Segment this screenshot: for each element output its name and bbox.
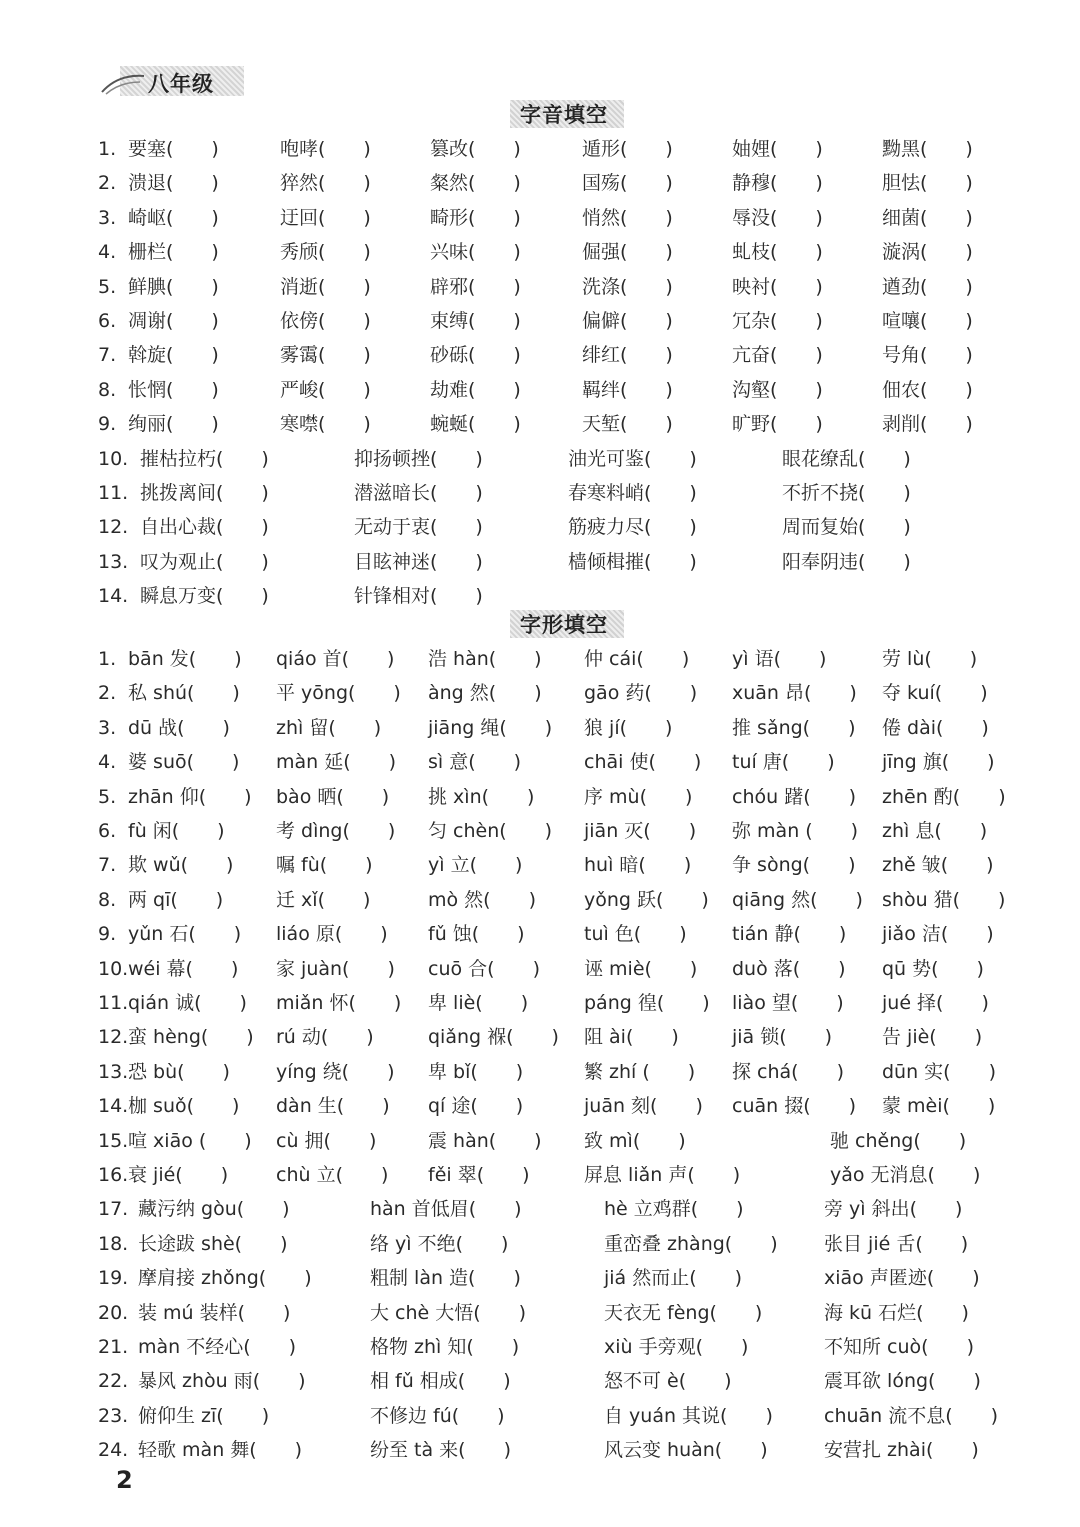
question-number: 6.: [98, 820, 117, 842]
question-item[interactable]: 倦 dài( ): [882, 716, 989, 739]
question-item[interactable]: bào 晒( ): [276, 785, 390, 808]
question-number: 15.: [98, 1129, 129, 1152]
question-number: 14.: [98, 585, 129, 608]
question-item[interactable]: jiā 锁( ): [732, 1026, 833, 1049]
question-item[interactable]: 瞬息万变( ): [140, 585, 269, 608]
question-item[interactable]: 无动于衷( ): [354, 516, 483, 539]
question-item[interactable]: 阳奉阴违( ): [782, 550, 911, 573]
question-number: 11.: [98, 992, 129, 1014]
question-item[interactable]: mò 然( ): [428, 888, 536, 911]
question-item[interactable]: jiá 然而止( ): [604, 1267, 743, 1290]
question-item[interactable]: 摧枯拉朽( ): [140, 447, 269, 470]
question-item[interactable]: qí 途( ): [428, 1095, 524, 1118]
question-item[interactable]: 相 fǔ 相成( ): [370, 1370, 511, 1393]
question-item[interactable]: bān 发( ): [128, 648, 242, 670]
question-item[interactable]: 震 hàn( ): [428, 1129, 542, 1152]
question-number: 13.: [98, 1060, 129, 1083]
question-item[interactable]: 家 juàn( ): [276, 957, 395, 980]
question-number: 3.: [98, 716, 117, 739]
question-item[interactable]: zhì 息( ): [882, 820, 988, 842]
question-item[interactable]: 沟壑( ): [732, 378, 823, 401]
question-item[interactable]: 遒劲( ): [882, 275, 973, 298]
question-item[interactable]: 枷 suǒ( ): [128, 1095, 240, 1118]
question-item[interactable]: 号角( ): [882, 344, 973, 367]
question-number: 11.: [98, 482, 129, 504]
question-item[interactable]: 羁绊( ): [582, 378, 673, 401]
question-item[interactable]: 怅惘( ): [128, 378, 219, 401]
question-item[interactable]: yǎo 无消息( ): [830, 1164, 981, 1186]
question-item[interactable]: 格物 zhì 知( ): [370, 1336, 520, 1358]
question-number: 9.: [98, 413, 117, 436]
question-item[interactable]: 寒噤( ): [280, 413, 371, 436]
question-item[interactable]: 长途跋 shè( ): [138, 1232, 288, 1255]
question-item[interactable]: 油光可鉴( ): [568, 447, 697, 470]
question-item[interactable]: chāi 使( ): [584, 751, 702, 774]
question-item[interactable]: yì 语( ): [732, 648, 827, 670]
question-item[interactable]: 雾霭( ): [280, 344, 371, 367]
question-item[interactable]: 怒不可 è( ): [604, 1370, 732, 1393]
question-item[interactable]: 自出心裁( ): [140, 516, 269, 539]
question-item[interactable]: 不知所 cuò( ): [824, 1336, 974, 1358]
question-item[interactable]: 致 mì( ): [584, 1129, 686, 1152]
question-item[interactable]: 遁形( ): [582, 138, 673, 160]
question-item[interactable]: zhān 仰( ): [128, 785, 252, 808]
question-item[interactable]: 粲然( ): [430, 172, 521, 195]
question-item[interactable]: 叹为观止( ): [140, 550, 269, 573]
question-item[interactable]: 猝然( ): [280, 172, 371, 195]
question-item[interactable]: àng 然( ): [428, 682, 542, 705]
question-item[interactable]: 诬 miè( ): [584, 957, 698, 980]
question-item[interactable]: 绚丽( ): [128, 413, 219, 436]
question-item[interactable]: 两 qī( ): [128, 888, 224, 911]
question-number: 4.: [98, 751, 117, 774]
question-number: 8.: [98, 378, 117, 401]
question-item[interactable]: 目眩神迷( ): [354, 550, 483, 573]
question-item[interactable]: 虬枝( ): [732, 241, 823, 264]
question-item[interactable]: 佃农( ): [882, 378, 973, 401]
question-item[interactable]: duò 落( ): [732, 957, 846, 980]
question-item[interactable]: 国殇( ): [582, 172, 673, 195]
question-item[interactable]: 考 dìng( ): [276, 820, 396, 842]
question-item[interactable]: 要塞( ): [128, 138, 219, 160]
question-number: 14.: [98, 1095, 129, 1118]
question-item[interactable]: 繁 zhí ( ): [584, 1060, 696, 1083]
question-item[interactable]: hè 立鸡群( ): [604, 1198, 744, 1221]
question-number: 18.: [98, 1232, 129, 1255]
question-item[interactable]: 浩 hàn( ): [428, 648, 542, 670]
question-item[interactable]: màn 延( ): [276, 751, 397, 774]
question-item[interactable]: 安营扎 zhài( ): [824, 1439, 979, 1462]
question-number: 4.: [98, 241, 117, 264]
question-number: 21.: [98, 1336, 129, 1358]
question-number: 7.: [98, 344, 117, 367]
question-item[interactable]: 针锋相对( ): [354, 585, 483, 608]
question-item[interactable]: 狼 jí( ): [584, 716, 673, 739]
question-item[interactable]: 序 mù( ): [584, 785, 693, 808]
question-item[interactable]: yǔn 石( ): [128, 923, 242, 946]
question-item[interactable]: 卑 bǐ( ): [428, 1060, 524, 1083]
question-number: 1.: [98, 138, 117, 160]
question-number: 24.: [98, 1439, 129, 1462]
question-item[interactable]: 旷野( ): [732, 413, 823, 436]
question-item[interactable]: 溃退( ): [128, 172, 219, 195]
section-title-text: 字音填空: [520, 103, 608, 127]
question-item[interactable]: 推 sǎng( ): [732, 716, 856, 739]
question-item[interactable]: 栅栏( ): [128, 241, 219, 264]
question-item[interactable]: cù 拥( ): [276, 1129, 377, 1152]
question-item[interactable]: xuān 昂( ): [732, 682, 857, 705]
question-item[interactable]: huì 暗( ): [584, 854, 692, 877]
question-item[interactable]: 蜿蜒( ): [430, 413, 521, 436]
question-item[interactable]: 剥削( ): [882, 413, 973, 436]
section-title-char: [0, 606, 1080, 640]
question-item[interactable]: wéi 幕( ): [128, 957, 239, 980]
question-item[interactable]: shòu 猎( ): [882, 888, 1006, 911]
question-item[interactable]: 屏息 liǎn 声( ): [584, 1164, 741, 1186]
question-number: 13.: [98, 550, 129, 573]
question-item[interactable]: 映衬( ): [732, 275, 823, 298]
question-item[interactable]: 婆 suō( ): [128, 751, 240, 774]
question-item[interactable]: qián 诚( ): [128, 992, 247, 1014]
question-number: 12.: [98, 516, 129, 539]
question-item[interactable]: 蒙 mèi( ): [882, 1095, 996, 1118]
question-item[interactable]: 辱没( ): [732, 206, 823, 229]
question-number: 5.: [98, 785, 117, 808]
question-item[interactable]: 海 kū 石烂( ): [824, 1301, 969, 1324]
question-item[interactable]: 筋疲力尽( ): [568, 516, 697, 539]
question-item[interactable]: 兴味( ): [430, 241, 521, 264]
question-item[interactable]: 粗制 làn 造( ): [370, 1267, 521, 1290]
question-item[interactable]: 风云变 huàn( ): [604, 1439, 768, 1462]
question-item[interactable]: 崎岖( ): [128, 206, 219, 229]
question-item[interactable]: 秀颀( ): [280, 241, 371, 264]
question-item[interactable]: 春寒料峭( ): [568, 482, 697, 504]
question-item[interactable]: 细菌( ): [882, 206, 973, 229]
question-item[interactable]: chuān 流不息( ): [824, 1404, 999, 1427]
question-item[interactable]: 驰 chěng( ): [830, 1129, 967, 1152]
question-item[interactable]: gāo 药( ): [584, 682, 698, 705]
question-item[interactable]: 俯仰生 zī( ): [138, 1404, 270, 1427]
question-number: 22.: [98, 1370, 129, 1393]
question-item[interactable]: 潜滋暗长( ): [354, 482, 483, 504]
question-item[interactable]: 劳 lù( ): [882, 648, 978, 670]
question-item[interactable]: 漩涡( ): [882, 241, 973, 264]
question-number: 10.: [98, 957, 129, 980]
question-item[interactable]: 悄然( ): [582, 206, 673, 229]
question-item[interactable]: 弥 màn ( ): [732, 820, 859, 842]
question-item[interactable]: tián 静( ): [732, 923, 847, 946]
swoosh-icon: [100, 70, 150, 96]
question-item[interactable]: 平 yōng( ): [276, 682, 401, 705]
question-item[interactable]: 天堑( ): [582, 413, 673, 436]
question-number: 16.: [98, 1164, 129, 1186]
question-item[interactable]: 张目 jié 舌( ): [824, 1232, 969, 1255]
question-item[interactable]: jiǎo 洁( ): [882, 923, 994, 946]
question-item[interactable]: 篡改( ): [430, 138, 521, 160]
question-item[interactable]: fěi 翠( ): [428, 1164, 530, 1186]
question-item[interactable]: 嘱 fù( ): [276, 854, 373, 877]
question-number: 17.: [98, 1198, 129, 1221]
question-item[interactable]: dàn 生( ): [276, 1095, 390, 1118]
question-number: 2.: [98, 172, 117, 195]
question-item[interactable]: 妯娌( ): [732, 138, 823, 160]
question-item[interactable]: 喧嚷( ): [882, 310, 973, 332]
question-item[interactable]: 依傍( ): [280, 310, 371, 332]
question-item[interactable]: 摩肩接 zhǒng( ): [138, 1267, 312, 1290]
question-item[interactable]: 辟邪( ): [430, 275, 521, 298]
grade-label: 八年级: [148, 72, 214, 96]
page-number: 2: [116, 1466, 133, 1494]
question-number: 8.: [98, 888, 117, 911]
question-item[interactable]: rú 动( ): [276, 1026, 374, 1049]
question-item[interactable]: 鲜腆( ): [128, 275, 219, 298]
question-item[interactable]: 砂砾( ): [430, 344, 521, 367]
question-item[interactable]: 匀 chèn( ): [428, 820, 553, 842]
question-item[interactable]: jīng 旗( ): [882, 751, 995, 774]
question-item[interactable]: 络 yì 不绝( ): [370, 1232, 509, 1255]
question-item[interactable]: 恐 bù( ): [128, 1060, 230, 1083]
question-item[interactable]: 偏僻( ): [582, 310, 673, 332]
question-item[interactable]: jiāng 绳( ): [428, 716, 553, 739]
question-item[interactable]: 亢奋( ): [732, 344, 823, 367]
question-item[interactable]: 劫难( ): [430, 378, 521, 401]
question-item[interactable]: 凋谢( ): [128, 310, 219, 332]
question-item[interactable]: qiáo 首( ): [276, 648, 395, 670]
question-item[interactable]: 私 shú( ): [128, 682, 240, 705]
question-item[interactable]: 衰 jié( ): [128, 1164, 229, 1186]
question-item[interactable]: jiān 灭( ): [584, 820, 697, 842]
section-title-pron: [0, 96, 1080, 130]
question-item[interactable]: 束缚( ): [430, 310, 521, 332]
question-item[interactable]: chù 立( ): [276, 1164, 389, 1186]
question-item[interactable]: 静穆( ): [732, 172, 823, 195]
question-item[interactable]: 倔强( ): [582, 241, 673, 264]
question-item[interactable]: cuān 掇( ): [732, 1095, 857, 1118]
question-number: 1.: [98, 648, 117, 670]
question-item[interactable]: 洗涤( ): [582, 275, 673, 298]
question-item[interactable]: sì 意( ): [428, 751, 522, 774]
question-item[interactable]: 轻歌 màn 舞( ): [138, 1439, 303, 1462]
question-item[interactable]: yíng 绕( ): [276, 1060, 395, 1083]
question-item[interactable]: 咆哮( ): [280, 138, 371, 160]
question-item[interactable]: 迂回( ): [280, 206, 371, 229]
question-item[interactable]: 震耳欲 lóng( ): [824, 1370, 981, 1393]
question-item[interactable]: 眼花缭乱( ): [782, 447, 911, 470]
question-item[interactable]: 挑 xìn( ): [428, 785, 535, 808]
question-item[interactable]: 自 yuán 其说( ): [604, 1404, 773, 1427]
question-item[interactable]: 夺 kuí( ): [882, 682, 988, 705]
question-item[interactable]: cuō 合( ): [428, 957, 540, 980]
question-number: 7.: [98, 854, 117, 877]
question-number: 12.: [98, 1026, 129, 1049]
question-item[interactable]: tuì 色( ): [584, 923, 687, 946]
question-item[interactable]: 阻 ài( ): [584, 1026, 679, 1049]
question-item[interactable]: 暴风 zhòu 雨( ): [138, 1370, 306, 1393]
question-item[interactable]: 纷至 tà 来( ): [370, 1439, 511, 1462]
question-item[interactable]: qiǎng 褓( ): [428, 1026, 559, 1049]
question-item[interactable]: 探 chá( ): [732, 1060, 844, 1083]
section-title-text: 字形填空: [520, 613, 608, 637]
question-item[interactable]: qiāng 然( ): [732, 888, 863, 911]
question-item[interactable]: xiāo 声匿迹( ): [824, 1267, 980, 1290]
question-item[interactable]: fǔ 蚀( ): [428, 923, 525, 946]
question-item[interactable]: tuí 唐( ): [732, 751, 835, 774]
question-item[interactable]: chóu 躇( ): [732, 785, 857, 808]
question-item[interactable]: 喧 xiāo ( ): [128, 1129, 252, 1152]
question-number: 10.: [98, 447, 129, 470]
question-item[interactable]: páng 徨( ): [584, 992, 710, 1014]
question-item[interactable]: 绯红( ): [582, 344, 673, 367]
question-item[interactable]: 藏污纳 gòu( ): [138, 1198, 290, 1221]
question-item[interactable]: dū 战( ): [128, 716, 230, 739]
question-item[interactable]: 畸形( ): [430, 206, 521, 229]
question-item[interactable]: xiù 手旁观( ): [604, 1336, 749, 1358]
question-item[interactable]: zhì 留( ): [276, 716, 382, 739]
question-item[interactable]: 黝黑( ): [882, 138, 973, 160]
question-item[interactable]: màn 不经心( ): [138, 1336, 297, 1358]
question-item[interactable]: miǎn 怀( ): [276, 992, 402, 1014]
question-item[interactable]: dūn 实( ): [882, 1060, 997, 1083]
question-item[interactable]: jué 择( ): [882, 992, 989, 1014]
question-item[interactable]: liáo 原( ): [276, 923, 388, 946]
question-item[interactable]: zhēn 酌( ): [882, 785, 1006, 808]
question-item[interactable]: 欺 wǔ( ): [128, 854, 234, 877]
question-item[interactable]: 抑扬顿挫( ): [354, 447, 483, 470]
question-item[interactable]: 周而复始( ): [782, 516, 911, 539]
question-item[interactable]: 樯倾楫摧( ): [568, 550, 697, 573]
grade-tag: [100, 62, 244, 100]
question-item[interactable]: yǒng 跃( ): [584, 888, 709, 911]
question-item[interactable]: 蛮 hèng( ): [128, 1026, 254, 1049]
question-item[interactable]: 卑 liè( ): [428, 992, 529, 1014]
question-item[interactable]: 胆怯( ): [882, 172, 973, 195]
question-item[interactable]: 争 sòng( ): [732, 854, 856, 877]
question-item[interactable]: qū 势( ): [882, 957, 984, 980]
question-number: 9.: [98, 923, 117, 946]
question-item[interactable]: 天衣无 fèng( ): [604, 1301, 763, 1324]
question-item[interactable]: 斡旋( ): [128, 344, 219, 367]
question-item[interactable]: 旁 yì 斜出( ): [824, 1198, 963, 1221]
question-item[interactable]: 仲 cái( ): [584, 648, 690, 670]
question-item[interactable]: liào 望( ): [732, 992, 844, 1014]
question-item[interactable]: 告 jiè( ): [882, 1026, 983, 1049]
question-item[interactable]: juān 刻( ): [584, 1095, 703, 1118]
question-item[interactable]: 重峦叠 zhàng( ): [604, 1232, 778, 1255]
question-number: 3.: [98, 206, 117, 229]
question-item[interactable]: 消逝( ): [280, 275, 371, 298]
question-item[interactable]: zhě 皱( ): [882, 854, 994, 877]
question-number: 20.: [98, 1301, 129, 1324]
question-number: 19.: [98, 1267, 129, 1290]
question-item[interactable]: 迁 xǐ( ): [276, 888, 371, 911]
question-item[interactable]: yì 立( ): [428, 854, 523, 877]
question-item[interactable]: hàn 首低眉( ): [370, 1198, 522, 1221]
question-item[interactable]: 装 mú 装样( ): [138, 1301, 291, 1324]
question-item[interactable]: 挑拨离间( ): [140, 482, 269, 504]
question-item[interactable]: fù 闲( ): [128, 820, 225, 842]
question-number: 2.: [98, 682, 117, 705]
question-number: 5.: [98, 275, 117, 298]
question-number: 23.: [98, 1404, 129, 1427]
question-item[interactable]: 大 chè 大悟( ): [370, 1301, 527, 1324]
question-number: 6.: [98, 310, 117, 332]
question-item[interactable]: 不修边 fú( ): [370, 1404, 505, 1427]
question-item[interactable]: 严峻( ): [280, 378, 371, 401]
question-item[interactable]: 冗杂( ): [732, 310, 823, 332]
question-item[interactable]: 不折不挠( ): [782, 482, 911, 504]
